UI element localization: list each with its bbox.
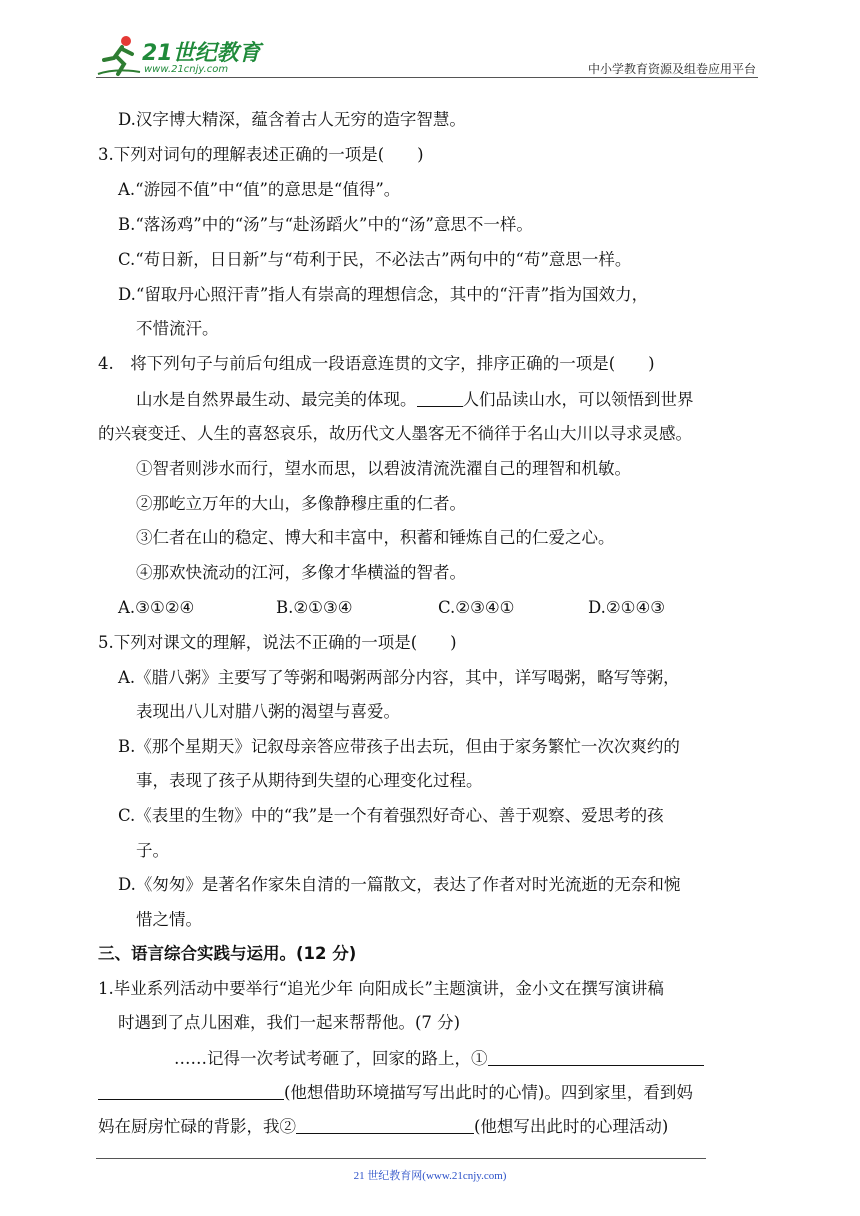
- q4-option-b: B.②①③④: [276, 598, 353, 617]
- q4-passage-line1: [136, 388, 694, 411]
- q4-blank[interactable]: [417, 388, 463, 407]
- q4-sentence-3: ③仁者在山的稳定、博大和丰富中，积蓄和锤炼自己的仁爱之心。: [136, 528, 615, 547]
- q4-stem: 4. 将下列句子与前后句组成一段语意连贯的文字，排序正确的一项是( ): [98, 354, 655, 373]
- q5-option-c: C.《表里的生物》中的“我”是一个有着强烈好奇心、善于观察、爱思考的孩: [118, 806, 664, 825]
- platform-title: 中小学教育资源及组卷应用平台: [587, 62, 756, 76]
- q5-stem: 5.下列对课文的理解，说法不正确的一项是( ): [98, 633, 457, 652]
- q5-option-c-cont: 子。: [136, 841, 169, 860]
- q5-option-a-cont: 表现出八儿对腊八粥的渴望与喜爱。: [136, 702, 400, 721]
- s3-q1-stem-cont: 时遇到了点儿困难，我们一起来帮帮他。(7 分): [118, 1013, 461, 1032]
- q4-passage-part1: 山水是自然界最生动、最完美的体现。: [136, 390, 417, 409]
- blank-2[interactable]: [296, 1115, 474, 1134]
- footer-divider: [96, 1158, 706, 1159]
- page-footer: 21 世纪教育网(www.21cnjy.com): [353, 1170, 507, 1182]
- q4-passage-part2: 人们品读山水，可以领悟到世界: [462, 390, 694, 409]
- runner-icon: [96, 34, 142, 78]
- q3-option-d-cont: 不惜流汗。: [136, 319, 219, 338]
- q3-stem: 3.下列对词句的理解表述正确的一项是( ): [98, 145, 424, 164]
- q3-option-a: A.“游园不值”中“值”的意思是“值得”。: [118, 180, 401, 199]
- q4-sentence-1: ①智者则涉水而行，望水而思，以碧波清流洗濯自己的理智和机敏。: [136, 459, 631, 478]
- essay-text-2: (他想借助环境描写写出此时的心情)。四到家里，看到妈: [284, 1083, 693, 1102]
- essay-line1: [174, 1047, 704, 1070]
- q3-option-d: D.“留取丹心照汗青”指人有崇高的理想信念，其中的“汗青”指为国效力，: [118, 285, 649, 304]
- q4-sentence-2: ②那屹立万年的大山，多像静穆庄重的仁者。: [136, 494, 466, 513]
- page-header: [96, 28, 758, 80]
- essay-text-3: 妈在厨房忙碌的背影，我②: [98, 1117, 296, 1136]
- essay-text-4: (他想写出此时的心理活动): [474, 1117, 669, 1136]
- q2-option-d: D.汉字博大精深，蕴含着古人无穷的造字智慧。: [118, 110, 466, 129]
- essay-text-1: ……记得一次考试考砸了，回家的路上，①: [174, 1049, 488, 1068]
- essay-line3: [98, 1115, 668, 1138]
- q4-option-c: C.②③④①: [438, 598, 515, 617]
- q5-option-b: B.《那个星期天》记叙母亲答应带孩子出去玩，但由于家务繁忙一次次爽约的: [118, 737, 680, 756]
- q5-option-d: D.《匆匆》是著名作家朱自清的一篇散文，表达了作者对时光流逝的无奈和惋: [118, 875, 681, 894]
- q3-option-c: C.“苟日新，日日新”与“苟利于民，不必法古”两句中的“苟”意思一样。: [118, 250, 632, 269]
- q4-sentence-4: ④那欢快流动的江河，多像才华横溢的智者。: [136, 563, 466, 582]
- essay-line2: [98, 1081, 693, 1104]
- header-divider: [96, 77, 758, 78]
- logo-text: 21世纪教育: [142, 41, 261, 66]
- q5-option-b-cont: 事，表现了孩子从期待到失望的心理变化过程。: [136, 771, 483, 790]
- logo-url: www.21cnjy.com: [144, 64, 229, 75]
- blank-1-cont[interactable]: [98, 1081, 284, 1100]
- blank-1[interactable]: [488, 1047, 704, 1066]
- q4-option-d: D.②①④③: [588, 598, 666, 617]
- q4-passage-line2: 的兴衰变迁、人生的喜怒哀乐，故历代文人墨客无不徜徉于名山大川以寻求灵感。: [98, 424, 692, 443]
- q5-option-a: A.《腊八粥》主要写了等粥和喝粥两部分内容，其中，详写喝粥，略写等粥，: [118, 668, 680, 687]
- section-three-heading: 三、语言综合实践与运用。(12 分): [98, 944, 357, 963]
- s3-q1-stem: 1.毕业系列活动中要举行“追光少年 向阳成长”主题演讲，金小文在撰写演讲稿: [98, 979, 664, 998]
- q4-option-a: A.③①②④: [118, 598, 195, 617]
- site-logo: [96, 34, 266, 78]
- q5-option-d-cont: 惜之情。: [136, 910, 202, 929]
- q3-option-b: B.“落汤鸡”中的“汤”与“赴汤蹈火”中的“汤”意思不一样。: [118, 215, 533, 234]
